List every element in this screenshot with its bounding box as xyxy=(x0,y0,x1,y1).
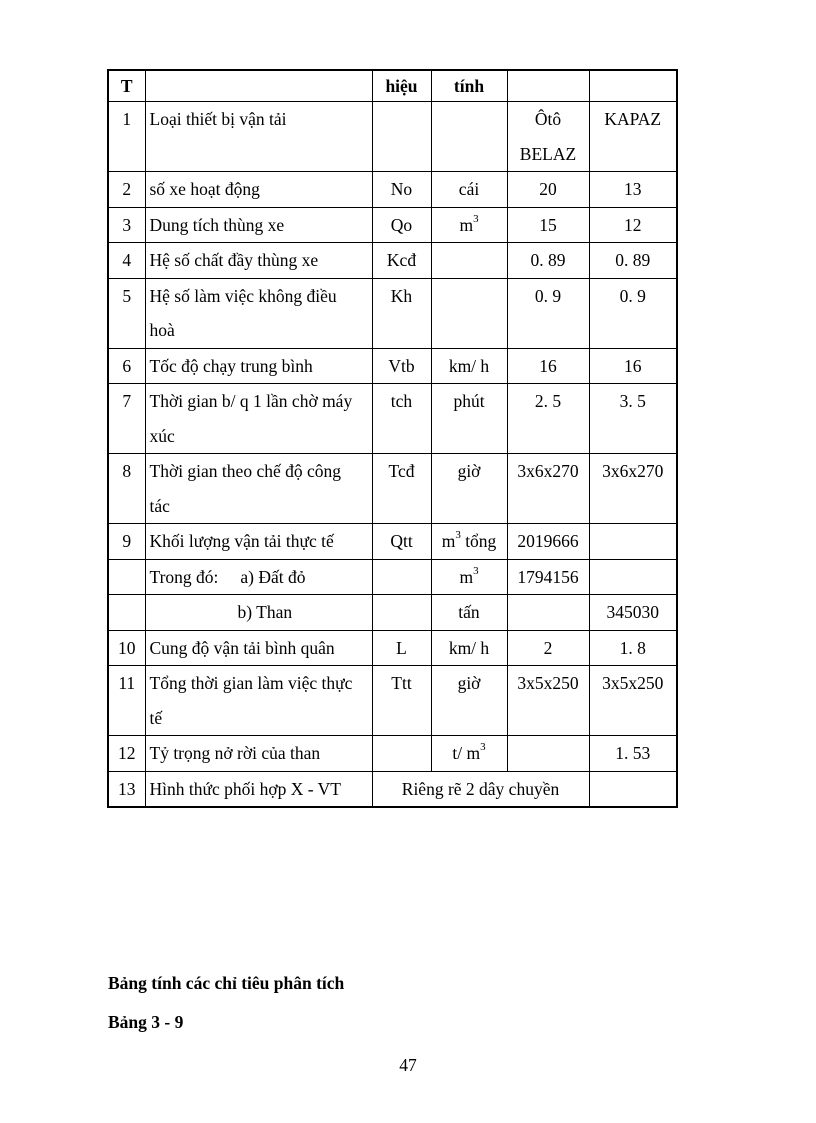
row-value-belaz: 1794156 xyxy=(507,559,589,595)
label-line: tế xyxy=(149,707,163,728)
header-cell: hiệu xyxy=(372,70,431,102)
row-value-belaz: 0. 89 xyxy=(507,243,589,279)
table-row xyxy=(108,384,677,454)
label-line: xúc xyxy=(149,425,175,446)
row-number xyxy=(108,595,145,631)
row-unit xyxy=(431,102,507,172)
row-value-belaz xyxy=(507,102,589,172)
row-number: 4 xyxy=(108,243,145,279)
unit-tail: tổng xyxy=(460,531,497,551)
value-line: Ôtô xyxy=(534,109,562,129)
row-value-kapaz: 0. 89 xyxy=(589,243,677,279)
table-row xyxy=(108,454,677,524)
unit-superscript: 3 xyxy=(455,529,461,542)
row-label xyxy=(145,666,372,736)
row-number: 6 xyxy=(108,348,145,384)
label-line: hoà xyxy=(149,320,175,340)
row-unit xyxy=(431,559,507,595)
row-number: 12 xyxy=(108,736,145,772)
row-symbol: Vtb xyxy=(372,348,431,384)
row-value-kapaz: 345030 xyxy=(589,595,677,631)
row-unit xyxy=(431,278,507,348)
row-label: Cung độ vận tải bình quân xyxy=(145,630,372,666)
label-line: Tổng thời gian làm việc thực xyxy=(149,673,353,693)
row-number: 13 xyxy=(108,771,145,807)
label-sub: a) Đất đỏ xyxy=(240,566,306,587)
unit-base: m xyxy=(441,531,456,551)
row-unit: cái xyxy=(431,172,507,208)
unit-base: m xyxy=(459,214,474,235)
unit-base: m xyxy=(459,566,474,587)
row-unit xyxy=(431,524,507,560)
row-symbol: Kcđ xyxy=(372,243,431,279)
row-unit: km/ h xyxy=(431,630,507,666)
row-value-kapaz: 1. 53 xyxy=(589,736,677,772)
row-value-belaz xyxy=(507,736,589,772)
table-header-row xyxy=(108,70,677,102)
table-row xyxy=(108,172,677,208)
row-symbol: Qtt xyxy=(372,524,431,560)
row-unit xyxy=(431,736,507,772)
row-symbol xyxy=(372,736,431,772)
header-cell xyxy=(507,70,589,102)
row-merged-value: Riêng rẽ 2 dây chuyền xyxy=(372,771,589,807)
table-row xyxy=(108,666,677,736)
row-number: 5 xyxy=(108,278,145,348)
row-value-belaz: 2 xyxy=(507,630,589,666)
row-symbol xyxy=(372,595,431,631)
row-label: Dung tích thùng xe xyxy=(145,207,372,243)
row-symbol: Qo xyxy=(372,207,431,243)
table-row xyxy=(108,207,677,243)
row-number: 10 xyxy=(108,630,145,666)
row-value-belaz: 3x5x250 xyxy=(507,666,589,736)
page-number: 47 xyxy=(399,1055,417,1075)
row-value-belaz: 20 xyxy=(507,172,589,208)
row-value-kapaz: KAPAZ xyxy=(589,102,677,172)
row-unit: giờ xyxy=(431,666,507,736)
table-row xyxy=(108,630,677,666)
table-row xyxy=(108,524,677,560)
table-caption: Bảng tính các chỉ tiêu phân tích xyxy=(108,973,345,993)
row-value-kapaz: 3x5x250 xyxy=(589,666,677,736)
row-symbol xyxy=(372,559,431,595)
row-unit: km/ h xyxy=(431,348,507,384)
row-unit xyxy=(431,243,507,279)
row-value-kapaz xyxy=(589,524,677,560)
row-number: 11 xyxy=(108,666,145,736)
row-number: 1 xyxy=(108,102,145,172)
row-value-kapaz: 13 xyxy=(589,172,677,208)
row-number: 9 xyxy=(108,524,145,560)
row-label xyxy=(145,102,372,172)
row-value-kapaz: 16 xyxy=(589,348,677,384)
row-label xyxy=(145,454,372,524)
spec-table xyxy=(107,69,678,808)
row-symbol: Kh xyxy=(372,278,431,348)
row-value-belaz: 0. 9 xyxy=(507,278,589,348)
row-unit xyxy=(431,207,507,243)
row-label: Khối lượng vận tải thực tế xyxy=(145,524,372,560)
value-line: BELAZ xyxy=(519,143,577,164)
table-row xyxy=(108,736,677,772)
label-prefix: Trong đó: xyxy=(149,566,219,587)
row-number: 3 xyxy=(108,207,145,243)
label-line: Thời gian b/ q 1 lần chờ máy xyxy=(149,391,353,411)
row-unit: tấn xyxy=(431,595,507,631)
row-symbol: tch xyxy=(372,384,431,454)
row-value-belaz: 16 xyxy=(507,348,589,384)
row-value-kapaz: 0. 9 xyxy=(589,278,677,348)
row-label: Hệ số chất đầy thùng xe xyxy=(145,243,372,279)
label-line: Thời gian theo chế độ công xyxy=(149,461,341,481)
label-line: tác xyxy=(149,495,170,516)
table-number: Bảng 3 - 9 xyxy=(108,1012,184,1032)
row-label: b) Than xyxy=(145,595,372,631)
header-cell: T xyxy=(108,70,145,102)
row-symbol: Tcđ xyxy=(372,454,431,524)
row-unit: giờ xyxy=(431,454,507,524)
table-row xyxy=(108,102,677,172)
row-label: Hình thức phối hợp X - VT xyxy=(145,771,372,807)
header-cell xyxy=(589,70,677,102)
row-number: 8 xyxy=(108,454,145,524)
row-label-text: Loại thiết bị vận tải xyxy=(149,109,287,129)
row-label xyxy=(145,559,372,595)
row-symbol: No xyxy=(372,172,431,208)
unit-superscript: 3 xyxy=(473,564,479,577)
table-row xyxy=(108,559,677,595)
table-row xyxy=(108,595,677,631)
row-value-kapaz: 12 xyxy=(589,207,677,243)
row-value-belaz: 2. 5 xyxy=(507,384,589,454)
row-number xyxy=(108,559,145,595)
row-number: 2 xyxy=(108,172,145,208)
row-value-kapaz: 3x6x270 xyxy=(589,454,677,524)
table-row xyxy=(108,771,677,807)
table-row xyxy=(108,278,677,348)
row-label xyxy=(145,384,372,454)
header-cell: tính xyxy=(431,70,507,102)
row-symbol: L xyxy=(372,630,431,666)
table-row xyxy=(108,348,677,384)
label-line: Hệ số làm việc không điều xyxy=(149,285,337,306)
row-symbol: Ttt xyxy=(372,666,431,736)
row-label xyxy=(145,278,372,348)
table-row xyxy=(108,243,677,279)
header-cell xyxy=(145,70,372,102)
row-number: 7 xyxy=(108,384,145,454)
row-value-belaz: 15 xyxy=(507,207,589,243)
row-value-kapaz xyxy=(589,771,677,807)
row-label: Tốc độ chạy trung bình xyxy=(145,348,372,384)
row-value-belaz: 3x6x270 xyxy=(507,454,589,524)
unit-superscript: 3 xyxy=(473,212,479,225)
row-unit: phút xyxy=(431,384,507,454)
row-value-belaz xyxy=(507,595,589,631)
row-symbol xyxy=(372,102,431,172)
row-value-kapaz xyxy=(589,559,677,595)
row-value-kapaz: 1. 8 xyxy=(589,630,677,666)
unit-superscript: 3 xyxy=(480,741,486,754)
row-value-kapaz: 3. 5 xyxy=(589,384,677,454)
row-value-belaz: 2019666 xyxy=(507,524,589,560)
row-label: số xe hoạt động xyxy=(145,172,372,208)
row-label: Tỷ trọng nở rời của than xyxy=(145,736,372,772)
unit-base: t/ m xyxy=(452,743,481,763)
